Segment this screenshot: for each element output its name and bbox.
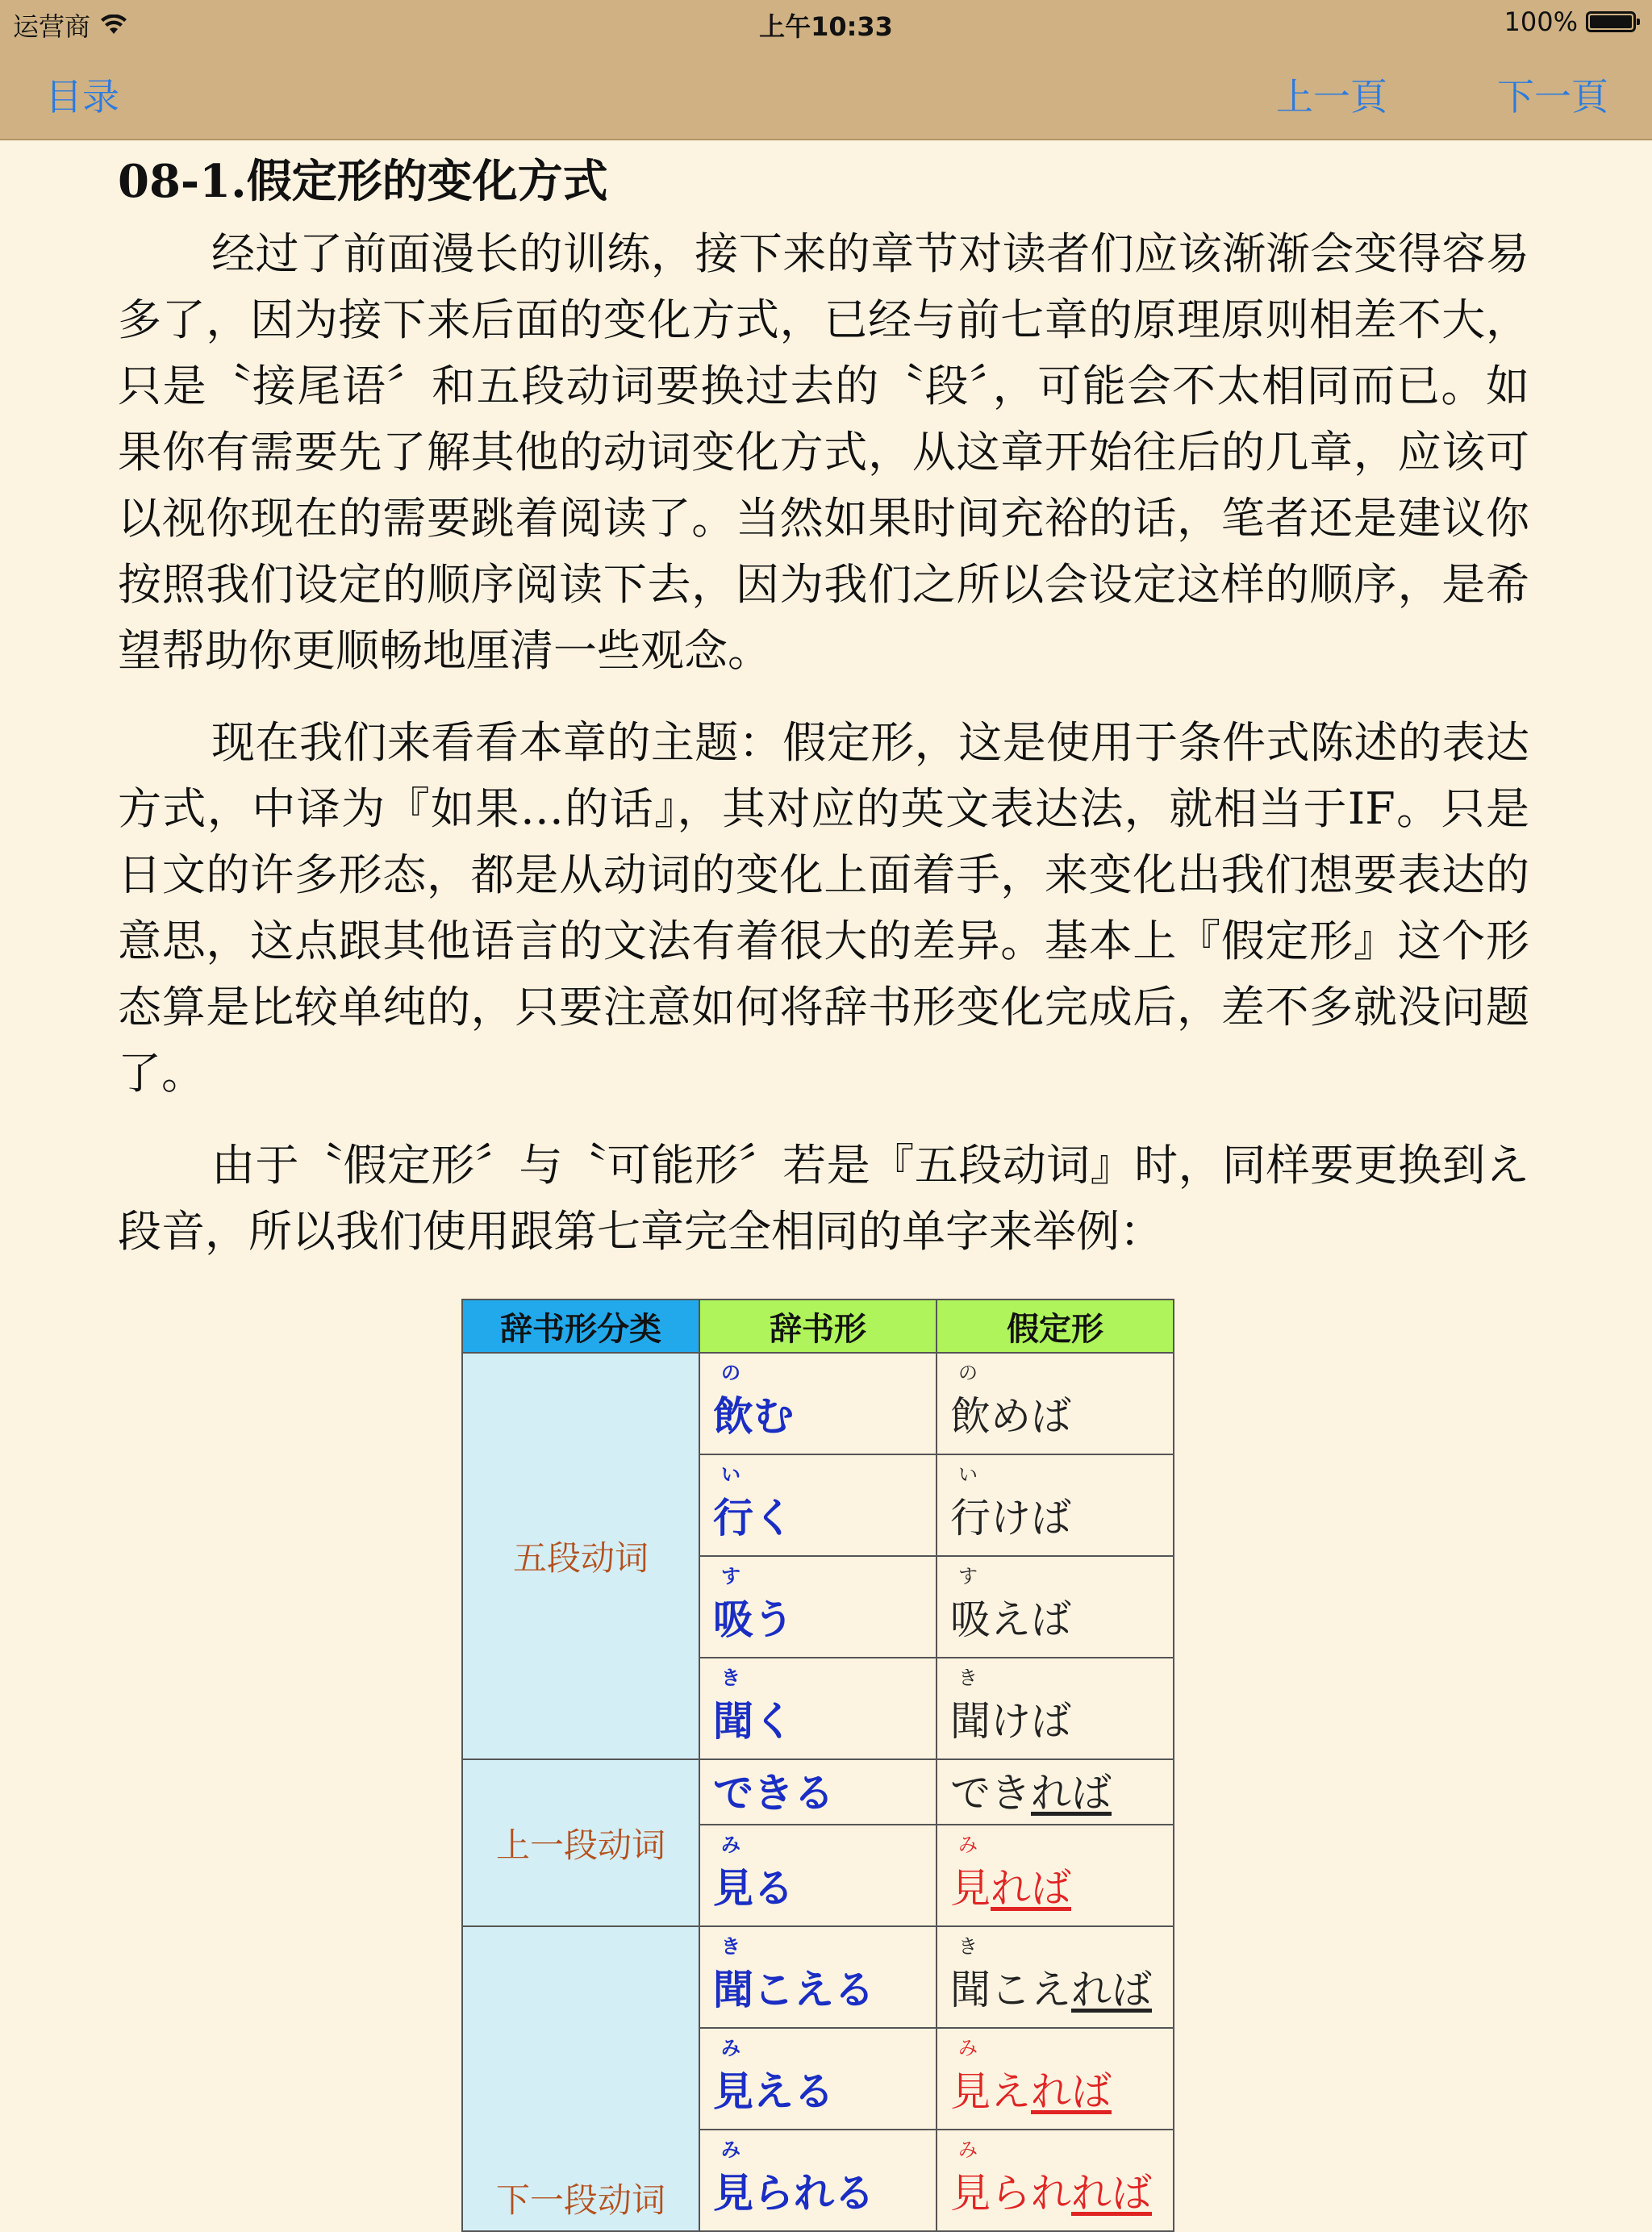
furigana: み: [958, 2138, 978, 2161]
nav-bar: [0, 45, 1652, 140]
dict-form-cell: [699, 2130, 937, 2231]
paragraph-1: 经过了前面漫长的训练，接下来的章节对读者们应该渐渐会变得容易多了，因为接下来后面的变化方式，已经与前七章的原理原则相差不大，只是〝接尾语〞和五段动词要换过去的〝段〞，可能会不太相同而已。如果你有需要先了解其他的动词变化方式，从这章开始往后的几章，应该可以视你现在的需要跳着阅读了。当然如果时间充裕的话，笔者还是建议你按照我们设定的顺序阅读下去，因为我们之所以会设定这样的顺序，是希望帮助你更顺畅地厘清一些观念。: [118, 228, 1529, 676]
dict-form-cell: [699, 1556, 937, 1658]
dict-form-text: 聞く: [713, 1698, 794, 1745]
furigana: の: [721, 1362, 740, 1384]
furigana: す: [721, 1565, 740, 1587]
furigana: き: [958, 1667, 978, 1689]
cond-form-stem: 聞こえ: [950, 1967, 1071, 2013]
table-row: [462, 1759, 1174, 1825]
status-time: 上午10:33: [759, 11, 893, 42]
cond-form-cell: [937, 1454, 1174, 1556]
furigana: み: [721, 2037, 740, 2059]
toc-button[interactable]: 目录: [45, 75, 119, 119]
cond-form-stem: 見: [950, 1865, 991, 1912]
dict-form-cell: [699, 2028, 937, 2130]
dict-form-cell: [699, 1926, 937, 2028]
cond-form-stem: でき: [950, 1770, 1031, 1817]
furigana: み: [721, 1834, 740, 1856]
furigana: い: [721, 1463, 740, 1486]
cond-form-cell: [937, 1926, 1174, 2028]
category-ichidan-upper: 上一段动词: [462, 1759, 699, 1926]
dict-form-text: 見える: [713, 2068, 834, 2115]
status-bar: [0, 0, 1652, 45]
dict-form-cell: [699, 1658, 937, 1759]
furigana: み: [958, 1834, 978, 1856]
cond-form-ending: れば: [1071, 1967, 1152, 2013]
dict-form-text: 聞こえる: [713, 1967, 874, 2013]
conjugation-table: [461, 1299, 1174, 2232]
cond-form-cell: [937, 1759, 1174, 1825]
cond-form-cell: [937, 1825, 1174, 1926]
furigana: の: [958, 1362, 978, 1384]
cond-form-cell: [937, 2028, 1174, 2130]
category-godan: 五段动词: [462, 1353, 699, 1759]
paragraph-3: 由于〝假定形〞与〝可能形〞若是『五段动词』时，同样要更换到え段音，所以我们使用跟第七章完全相同的单字来举例：: [118, 1140, 1529, 1257]
dict-form-text: 見る: [713, 1865, 794, 1912]
furigana: き: [958, 1935, 978, 1958]
table-header-row: [462, 1300, 1174, 1353]
furigana: き: [721, 1667, 740, 1689]
dict-form-text: 飲む: [713, 1393, 794, 1440]
cond-form-ending: れば: [1031, 2068, 1112, 2115]
category-ichidan-lower-label: 下一段动词: [495, 2180, 665, 2220]
battery-percent: 100%: [1504, 6, 1578, 37]
dict-form-cell: [699, 1454, 937, 1556]
furigana: み: [958, 2037, 978, 2059]
dict-form-text: できる: [713, 1770, 834, 1817]
cond-form-stem: 見られ: [950, 2170, 1071, 2217]
dict-form-cell: [699, 1353, 937, 1454]
cond-form-ending: れば: [991, 1865, 1071, 1912]
cond-form-text: 飲めば: [950, 1393, 1071, 1440]
furigana: み: [721, 2138, 740, 2161]
dict-form-text: 行く: [713, 1495, 794, 1542]
table-row: [462, 1926, 1174, 2028]
battery-icon: [1586, 11, 1636, 32]
next-page-button[interactable]: 下一頁: [1497, 75, 1608, 119]
category-ichidan-lower: [462, 1926, 699, 2231]
cond-form-cell: [937, 1658, 1174, 1759]
dict-form-text: 見られる: [713, 2170, 874, 2217]
cond-form-cell: [937, 1353, 1174, 1454]
furigana: い: [958, 1463, 978, 1486]
chapter-title: 08-1.假定形的变化方式: [118, 155, 608, 208]
table-row: [462, 1353, 1174, 1454]
cond-form-ending: れば: [1031, 1770, 1112, 1817]
dict-form-text: 吸う: [713, 1596, 794, 1643]
dict-form-cell: [699, 1759, 937, 1825]
prev-page-button[interactable]: 上一頁: [1276, 75, 1387, 119]
article-content: [118, 139, 1529, 1291]
cond-form-text: 聞けば: [950, 1698, 1071, 1745]
furigana: き: [721, 1935, 740, 1958]
cond-form-stem: 見え: [950, 2068, 1031, 2115]
header-category: 辞书形分类: [462, 1300, 699, 1353]
cond-form-cell: [937, 1556, 1174, 1658]
paragraph-2: 现在我们来看看本章的主题：假定形，这是使用于条件式陈述的表达方式，中译为『如果…的话』，其对应的英文表达法，就相当于IF。只是日文的许多形态，都是从动词的变化上面着手，来变化出我们想要表达的意思，这点跟其他语言的文法有着很大的差异。基本上『假定形』这个形态算是比较单纯的，只要注意如何将辞书形变化完成后，差不多就没问题了。: [118, 717, 1529, 1099]
dict-form-cell: [699, 1825, 937, 1926]
cond-form-text: 吸えば: [950, 1596, 1071, 1643]
cond-form-cell: [937, 2130, 1174, 2231]
header-conditional-form: 假定形: [937, 1300, 1174, 1353]
cond-form-ending: れば: [1071, 2170, 1152, 2217]
cond-form-text: 行けば: [950, 1495, 1071, 1542]
carrier-label: 运营商: [13, 11, 91, 42]
battery-group: [1504, 6, 1636, 37]
furigana: す: [958, 1565, 978, 1587]
header-dictionary-form: 辞书形: [699, 1300, 937, 1353]
